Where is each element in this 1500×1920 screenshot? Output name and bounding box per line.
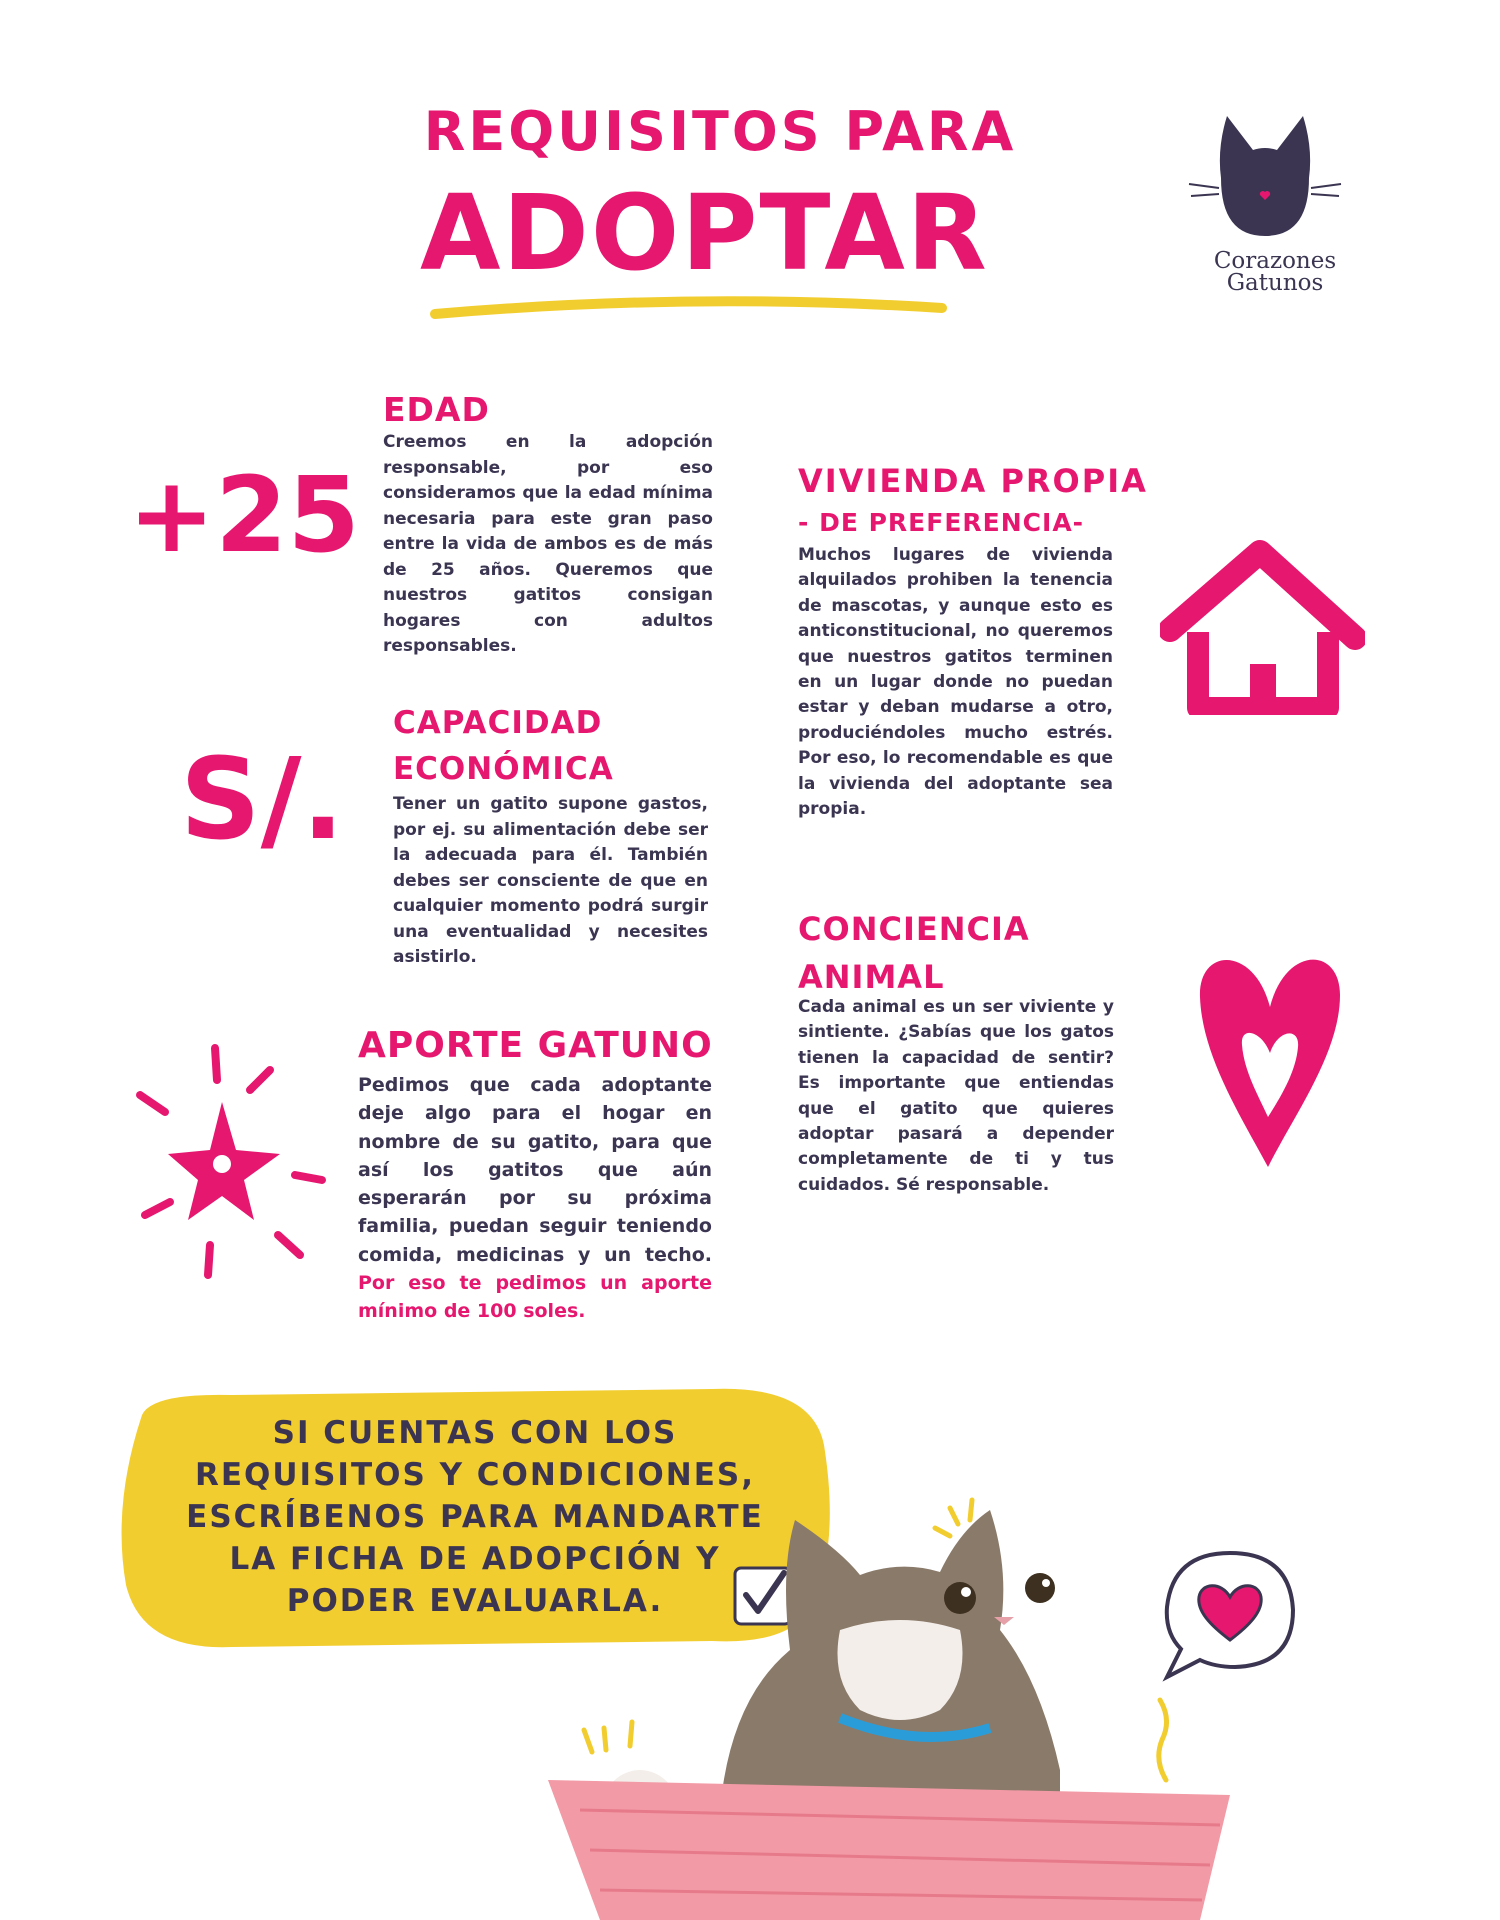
vivienda-body: Muchos lugares de vivienda alquilados prohiben la tenencia de mascotas, y aunque esto es anticonstitucional, no queremos que nuestros gatitos terminen en un lugar donde no puedan estar y deban mudarse a otro, produciéndoles mucho estrés. Por eso, lo recomendable es que la vivienda del adoptante sea propia.: [798, 545, 1113, 820]
cta-line-2: REQUISITOS Y CONDICIONES,: [194, 1457, 755, 1493]
heart-speech-bubble-icon: [1155, 1545, 1305, 1685]
conciencia-title-line1: CONCIENCIA: [798, 910, 1030, 948]
star-burst-icon: [130, 1040, 335, 1285]
heart-icon: [1190, 935, 1350, 1180]
vivienda-title: VIVIENDA PROPIA: [798, 462, 1148, 500]
title-underline: [430, 294, 950, 324]
logo-name-line1: Corazones: [1213, 248, 1337, 274]
currency-symbol: S/.: [180, 735, 345, 865]
logo-name-line2: Gatunos: [1226, 270, 1324, 296]
logo-name: [1180, 250, 1370, 294]
cta-line-4: LA FICHA DE ADOPCIÓN Y: [229, 1541, 721, 1577]
cta-line-5: PODER EVALUARLA.: [286, 1583, 664, 1619]
edad-title: EDAD: [383, 390, 490, 429]
aporte-body-text: Pedimos que cada adoptante deje algo para el hogar en nombre de su gatito, para que así los gatitos que aún esperarán por su próxima familia, puedan seguir teniendo comida, medicinas y un techo.: [358, 1074, 712, 1266]
capacidad-title-line2: ECONÓMICA: [393, 751, 614, 787]
cta-line-1: SI CUENTAS CON LOS: [272, 1415, 678, 1451]
capacidad-body: Tener un gatito supone gastos, por ej. su alimentación debe ser la adecuada para él. También debes ser consciente de que en cualquier momento podrá surgir una eventualidad y necesites asistirlo.: [393, 794, 708, 967]
conciencia-body: Cada animal es un ser viviente y sintiente. ¿Sabías que los gatos tienen la capacidad de sentir? Es importante que entiendas que el gatito que quieres adoptar pasará a depender completamente de ti y tus cuidados. Sé responsable.: [798, 997, 1114, 1195]
aporte-body: [358, 1071, 712, 1326]
capacidad-title-line1: CAPACIDAD: [393, 705, 603, 741]
conciencia-title-line2: ANIMAL: [798, 958, 945, 996]
title-line-1: REQUISITOS PARA: [423, 100, 1017, 163]
cat-head-icon: [1185, 108, 1345, 248]
aporte-title: APORTE GATUNO: [358, 1025, 713, 1066]
edad-body: Creemos en la adopción responsable, por eso consideramos que la edad mínima necesaria para este gran paso entre la vida de ambos es de más de 25 años. Queremos que nuestros gatitos consigan hogares con adultos responsables.: [383, 432, 713, 656]
aporte-highlight: Por eso te pedimos un aporte mínimo de 100 soles.: [358, 1272, 712, 1323]
cta-line-3: ESCRÍBENOS PARA MANDARTE: [186, 1499, 764, 1535]
capacidad-title: [393, 700, 614, 792]
house-icon: [1160, 540, 1365, 715]
page-title: ADOPTAR: [420, 172, 989, 294]
age-symbol: +25: [128, 454, 360, 576]
conciencia-title: [798, 905, 1030, 1001]
vivienda-subtitle: - DE PREFERENCIA-: [798, 508, 1085, 537]
cat-in-basket-icon: [540, 1480, 1240, 1920]
